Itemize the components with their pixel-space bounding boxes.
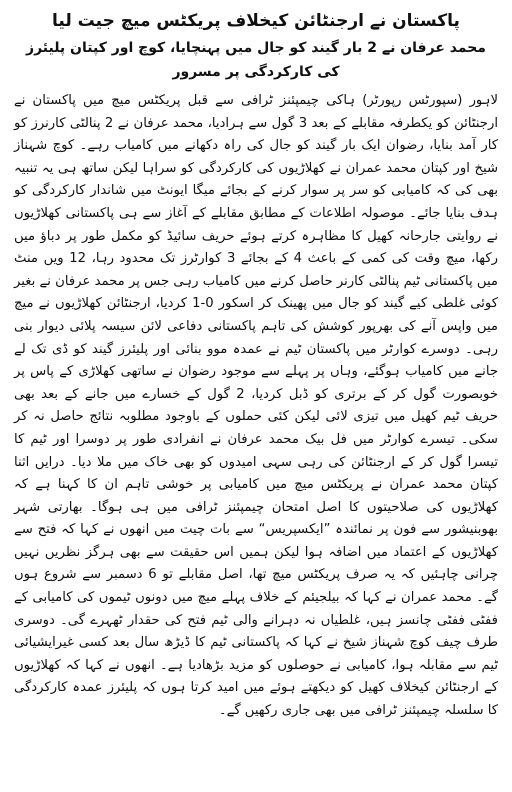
article-headline: پاکستان نے ارجنٹائن کیخلاف پریکٹس میچ جیت لیا — [52, 11, 460, 31]
article-body: لاہور (سپورٹس رپورٹر) ہاکی چیمپئنز ٹرافی سے قبل پریکٹس میچ میں پاکستان نے ارجنٹائن کو یکطرفہ مقابلے کے بعد 3 گول سے ہرادیا، محمد عرفان نے 2 پنالٹی کارنرز کو کار آمد بنایا، رضوان ایک بار گیند کو جال کی راہ دکھانے میں کامیاب رہے۔ کوچ شہناز شیخ اور کپتان محمد عمران نے کھلاڑیوں کی کارکردگی کو سراہا لیکن ساتھ ہی یہ تنبیہ بھی کی کہ کامیابی کو سر پر سوار کرنے کے بجائے میگا ایونٹ میں شاندار کارکردگی کو ہدف بنایا جائے۔ موصولہ اطلاعات کے مطابق مقابلے کے آغاز سے ہی پاکستانی کھلاڑیوں نے روایتی جارحانہ کھیل کا مظاہرہ کرتے ہوئے حریف سائیڈ کو مکمل طور پر دباؤ میں رکھا، میچ وقت کی کمی کے باعث 4 کے بجائے 3 کوارٹرز تک محدود رہا، 12 ویں منٹ میں پاکستانی ٹیم پنالٹی کارنر حاصل کرنے میں کامیاب رہی جس پر محمد عرفان نے بغیر کوئی غلطی کیے گیند کو جال میں پھینک کر اسکور 0-1 کردیا، ارجنٹائن کھلاڑیوں نے میچ میں واپس آنے کی بھرپور کوشش کی تاہم پاکستانی دفاعی لائن سیسہ پلائی دیوار بنی رہی۔ دوسرے کوارٹر میں پاکستان ٹیم نے عمدہ موو بنائی اور پلیئرز گیند کو ڈی تک لے جانے میں کامیاب ہوگئے، وہاں پر پہلے سے موجود رضوان نے ساتھی کھلاڑی کے پاس پر خوبصورت گول کر کے برتری کو ڈبل کردیا، 2 گول کے خسارے میں جانے کے بعد بھی حریف ٹیم کھیل میں تیزی لائی لیکن کئی حملوں کے باوجود مطلوبہ نتائج حاصل نہ کر سکی۔ تیسرے کوارٹر میں فل بیک محمد عرفان نے انفرادی طور پر دوسرا اور ٹیم کا تیسرا گول کر کے ارجنٹائن کی رہی سہی امیدوں کو بھی خاک میں ملا دیا۔ درایں اثنا کپتان محمد عمران نے پریکٹس میچ میں کامیابی پر خوشی تاہم ان کا کہنا ہے کہ کھلاڑیوں کی صلاحیتوں کا اصل امتحان چیمپئنز ٹرافی میں ہی ہوگا۔ بھارتی شہر بھوبنیشور سے فون پر نمائندہ ”ایکسپریس“ سے بات چیت میں انھوں نے کہا کہ فتح سے کھلاڑیوں کے اعتماد میں اضافہ ہوا لیکن ہمیں اس حقیقت سے بھی ہرگز نظریں نہیں چرانی چاہئیں کہ یہ صرف پریکٹس میچ تھا، اصل مقابلے تو 6 دسمبر سے شروع ہوں گے۔ محمد عمران نے کہا کہ بیلجیئم کے خلاف پہلے میچ میں دونوں ٹیموں کی کامیابی کے ففٹی ففٹی چانسز ہیں، غلطیاں نہ دہرانے والی ٹیم فتح کی حقدار ٹھہرے گی۔ دوسری طرف چیف کوچ شہناز شیخ نے کہا کہ پاکستانی ٹیم کا ڈیڑھ سال بعد کسی غیرایشیائی ٹیم سے مقابلہ ہوا، کامیابی نے حوصلوں کو مزید بڑھادیا ہے۔ انھوں نے کہا کہ کھلاڑیوں کے ارجنٹائن کیخلاف کھیل کو دیکھتے ہوئے میں امید کرتا ہوں کہ پلیئرز عمدہ کارکردگی کا سلسلہ چیمپئنز ٹرافی میں بھی جاری رکھیں گے۔ — [14, 93, 498, 719]
article-subheadline: محمد عرفان نے 2 بار گیند کو جال میں پہنچایا، کوچ اور کپتان پلیئرز کی کارکردگی پر مسرور — [26, 40, 486, 80]
